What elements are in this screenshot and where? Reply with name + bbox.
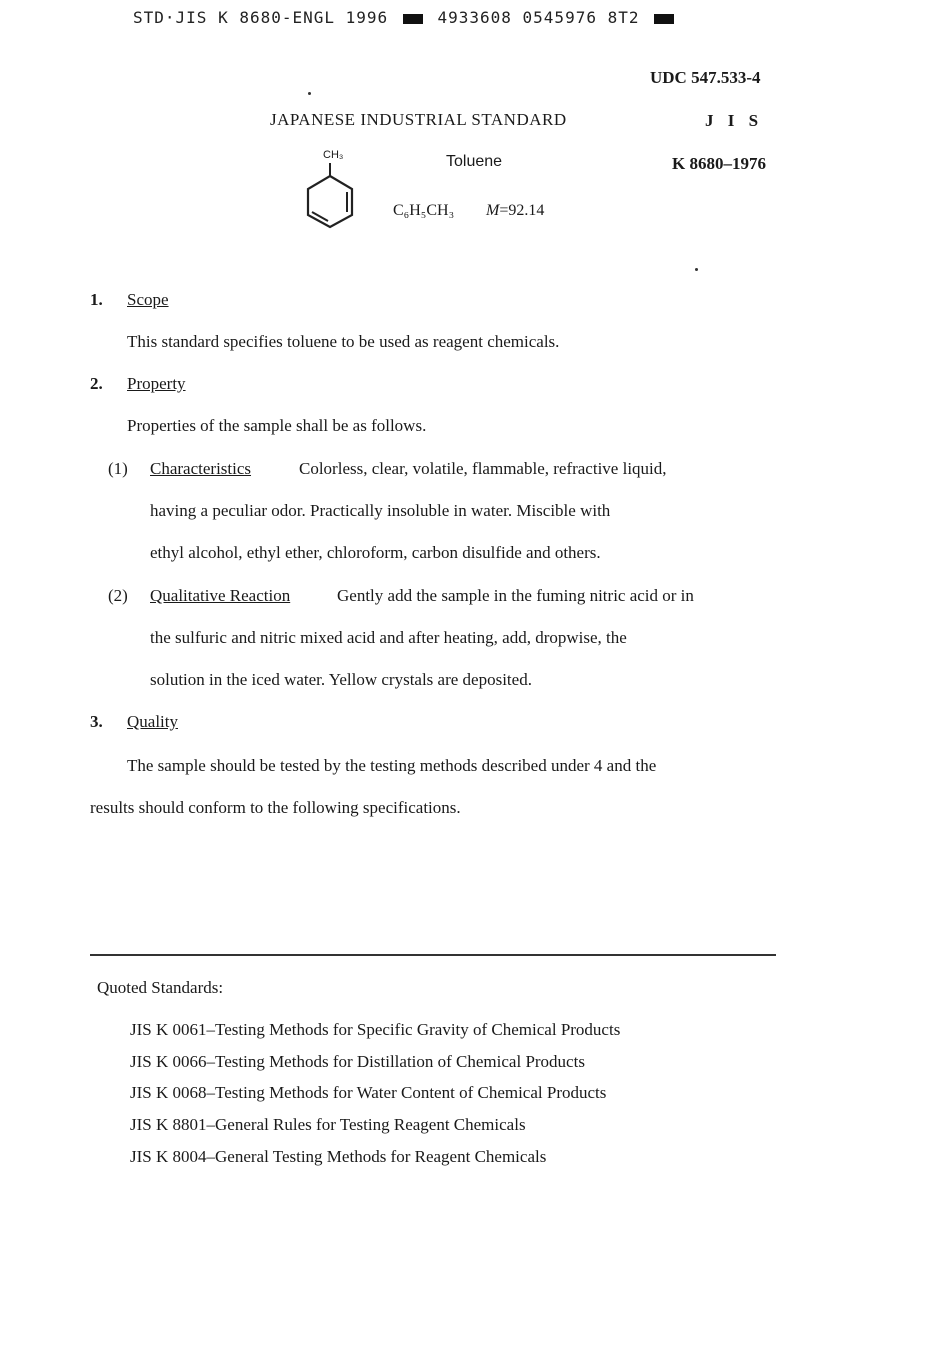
- section-3-line: results should conform to the following specifications.: [90, 798, 461, 817]
- section-2-title: Property: [127, 374, 186, 393]
- quoted-standard-item: JIS K 0068–Testing Methods for Water Content of Chemical Products: [130, 1083, 607, 1102]
- header-code-right: 4933608 0545976 8T2: [437, 8, 640, 27]
- item-1-line: having a peculiar odor. Practically insoluble in water. Miscible with: [150, 501, 611, 520]
- section-2-intro: Properties of the sample shall be as follows.: [127, 416, 427, 435]
- item-1-line: Colorless, clear, volatile, flammable, refractive liquid,: [299, 459, 667, 478]
- barcode-block-icon: [654, 14, 674, 24]
- quoted-standard-item: JIS K 0061–Testing Methods for Specific Gravity of Chemical Products: [130, 1020, 621, 1039]
- jis-label: J I S: [705, 111, 764, 130]
- mw-value: =92.14: [499, 202, 545, 219]
- udc-number: UDC 547.533-4: [650, 68, 761, 87]
- section-1-title: Scope: [127, 290, 169, 309]
- item-2-line: solution in the iced water. Yellow crystals are deposited.: [150, 670, 532, 689]
- molecular-weight: [486, 202, 544, 220]
- item-1-number: (1): [108, 459, 128, 478]
- item-2-line: the sulfuric and nitric mixed acid and after heating, add, dropwise, the: [150, 628, 627, 647]
- item-2-line: Gently add the sample in the fuming nitric acid or in: [337, 586, 694, 605]
- item-1-line: ethyl alcohol, ethyl ether, chloroform, carbon disulfide and others.: [150, 543, 601, 562]
- chemical-formula: C₆H₅CH₃: [393, 202, 455, 219]
- header-code-left: STD·JIS K 8680-ENGL 1996: [133, 8, 389, 27]
- speck: [695, 268, 698, 271]
- section-1-number: 1.: [90, 290, 103, 309]
- item-1-title: Characteristics: [150, 459, 252, 478]
- quoted-standard-item: JIS K 0066–Testing Methods for Distillation of Chemical Products: [130, 1052, 585, 1071]
- standard-title: JAPANESE INDUSTRIAL STANDARD: [270, 110, 567, 129]
- section-2-number: 2.: [90, 374, 103, 393]
- ch3-label: CH₃: [323, 149, 344, 161]
- section-3-title: Quality: [127, 712, 178, 731]
- document-header-code: [133, 8, 678, 27]
- jis-number: K 8680–1976: [672, 154, 766, 173]
- benzene-ring-icon: [303, 163, 357, 234]
- quoted-standards-title: Quoted Standards:: [97, 978, 224, 997]
- section-3-line: The sample should be tested by the testing methods described under 4 and the: [127, 756, 657, 775]
- quoted-standard-item: JIS K 8004–General Testing Methods for Reagent Chemicals: [130, 1147, 547, 1166]
- section-1-text: This standard specifies toluene to be used as reagent chemicals.: [127, 332, 560, 351]
- speck: [308, 92, 311, 95]
- section-3-number: 3.: [90, 712, 103, 731]
- footer-divider: [90, 954, 776, 956]
- quoted-standard-item: JIS K 8801–General Rules for Testing Reagent Chemicals: [130, 1115, 526, 1134]
- item-2-title: Qualitative Reaction: [150, 586, 291, 605]
- item-2-number: (2): [108, 586, 128, 605]
- chemical-name: Toluene: [446, 153, 503, 170]
- mw-symbol: M: [486, 202, 500, 219]
- barcode-block-icon: [403, 14, 423, 24]
